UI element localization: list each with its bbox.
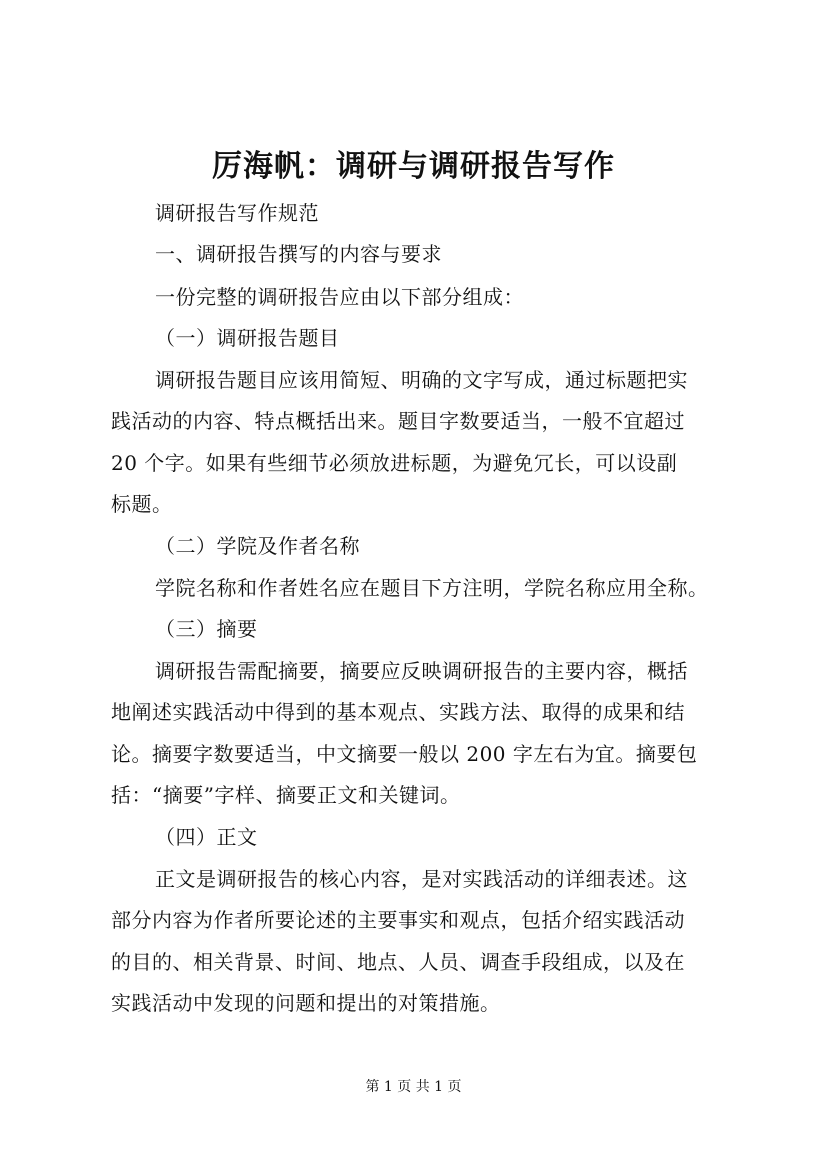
body-line: 地阐述实践活动中得到的基本观点、实践方法、取得的成果和结 (111, 700, 685, 724)
body-line: （三）摘要 (155, 617, 258, 641)
body-line: 正文是调研报告的核心内容，是对实践活动的详细表述。这 (155, 867, 688, 891)
body-line: 学院名称和作者姓名应在题目下方注明，学院名称应用全称。 (155, 576, 709, 600)
body-line: 一、调研报告撰写的内容与要求 (155, 242, 442, 266)
body-line: 一份完整的调研报告应由以下部分组成： (155, 285, 524, 309)
body-line: 括：“摘要”字样、摘要正文和关键词。 (111, 783, 461, 807)
body-line: 调研报告需配摘要，摘要应反映调研报告的主要内容，概括 (155, 659, 688, 683)
page-number: 第 1 页 共 1 页 (365, 1079, 462, 1095)
body-line: 20 个字。如果有些细节必须放进标题，为避免冗长，可以设副 (111, 451, 678, 475)
body-line: （四）正文 (155, 825, 258, 849)
body-line: 调研报告题目应该用简短、明确的文字写成，通过标题把实 (155, 368, 688, 392)
body-line: 标题。 (111, 492, 173, 516)
body-line: 实践活动中发现的问题和提出的对策措施。 (111, 991, 501, 1015)
body-line: （一）调研报告题目 (155, 326, 340, 350)
body-line: 践活动的内容、特点概括出来。题目字数要适当，一般不宜超过 (111, 409, 685, 433)
body-line: 部分内容为作者所要论述的主要事实和观点，包括介绍实践活动 (111, 908, 685, 932)
body-line: 的目的、相关背景、时间、地点、人员、调查手段组成，以及在 (111, 950, 685, 974)
body-line: 调研报告写作规范 (155, 201, 319, 225)
body-line: 论。摘要字数要适当，中文摘要一般以 200 字左右为宜。摘要包 (111, 742, 698, 766)
document-title: 厉海帆：调研与调研报告写作 (212, 149, 615, 184)
body-line: （二）学院及作者名称 (155, 534, 360, 558)
